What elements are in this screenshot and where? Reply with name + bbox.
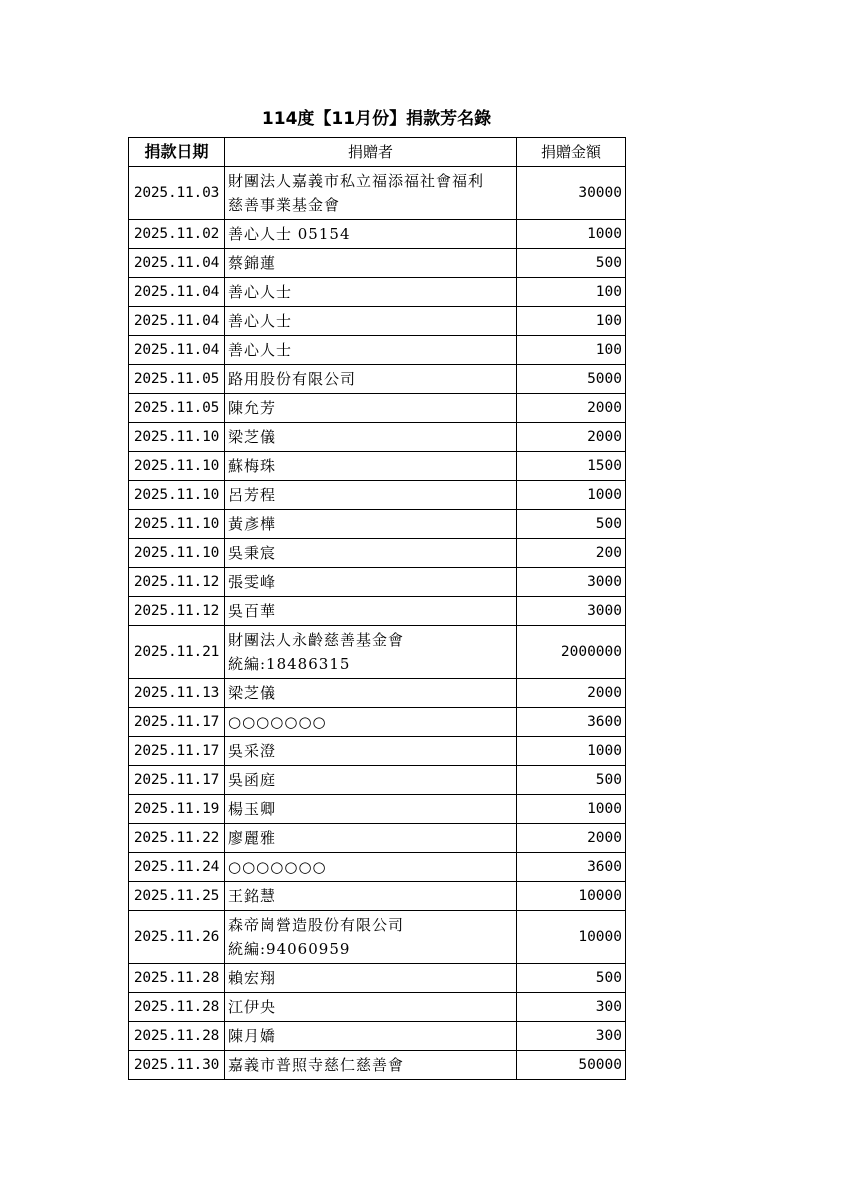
donation-date: 2025.11.26 bbox=[129, 911, 225, 964]
table-row bbox=[129, 911, 626, 964]
donor-name bbox=[225, 167, 517, 220]
table-row bbox=[129, 766, 626, 795]
page-title: 114度【11月份】捐款芳名錄 bbox=[261, 109, 492, 129]
table-row bbox=[129, 882, 626, 911]
table-row bbox=[129, 1051, 626, 1080]
donor-name: 張雯峰 bbox=[225, 568, 517, 597]
donor-name: 善心人士 bbox=[225, 307, 517, 336]
donation-amount: 3000 bbox=[517, 597, 626, 626]
table-row bbox=[129, 481, 626, 510]
donation-amount: 1500 bbox=[517, 452, 626, 481]
donation-date: 2025.11.04 bbox=[129, 336, 225, 365]
donation-date: 2025.11.28 bbox=[129, 964, 225, 993]
donor-name: 梁芝儀 bbox=[225, 679, 517, 708]
donation-date: 2025.11.05 bbox=[129, 365, 225, 394]
donation-date: 2025.11.30 bbox=[129, 1051, 225, 1080]
donation-amount: 200 bbox=[517, 539, 626, 568]
donation-amount: 3600 bbox=[517, 708, 626, 737]
donation-date: 2025.11.10 bbox=[129, 481, 225, 510]
table-row bbox=[129, 307, 626, 336]
donor-name: 陳月嬌 bbox=[225, 1022, 517, 1051]
donation-amount: 300 bbox=[517, 993, 626, 1022]
donation-date: 2025.11.02 bbox=[129, 220, 225, 249]
donation-date: 2025.11.22 bbox=[129, 824, 225, 853]
table-row bbox=[129, 394, 626, 423]
donor-name: 王銘慧 bbox=[225, 882, 517, 911]
donor-name-line-2: 慈善事業基金會 bbox=[228, 196, 341, 214]
table-row bbox=[129, 423, 626, 452]
donation-date: 2025.11.28 bbox=[129, 1022, 225, 1051]
header-date: 捐款日期 bbox=[129, 138, 225, 167]
table-row bbox=[129, 626, 626, 679]
table-header-row bbox=[129, 138, 626, 167]
donation-date: 2025.11.17 bbox=[129, 766, 225, 795]
donation-amount: 2000000 bbox=[517, 626, 626, 679]
donation-amount: 10000 bbox=[517, 911, 626, 964]
donor-name: ○○○○○○○ bbox=[225, 853, 517, 882]
table-row bbox=[129, 993, 626, 1022]
donation-amount: 500 bbox=[517, 766, 626, 795]
donation-date: 2025.11.17 bbox=[129, 708, 225, 737]
donor-name: 呂芳程 bbox=[225, 481, 517, 510]
donation-date: 2025.11.04 bbox=[129, 278, 225, 307]
donation-date: 2025.11.21 bbox=[129, 626, 225, 679]
donation-date: 2025.11.12 bbox=[129, 568, 225, 597]
header-donor: 捐贈者 bbox=[225, 138, 517, 167]
donation-amount: 1000 bbox=[517, 481, 626, 510]
donor-name-line-2: 統編:18486315 bbox=[228, 655, 351, 673]
donation-date: 2025.11.10 bbox=[129, 510, 225, 539]
donor-name: 蘇梅珠 bbox=[225, 452, 517, 481]
donor-name: 吳函庭 bbox=[225, 766, 517, 795]
table-row bbox=[129, 220, 626, 249]
donation-amount: 1000 bbox=[517, 737, 626, 766]
donation-amount: 500 bbox=[517, 510, 626, 539]
donation-date: 2025.11.25 bbox=[129, 882, 225, 911]
donation-amount: 100 bbox=[517, 307, 626, 336]
donation-date: 2025.11.28 bbox=[129, 993, 225, 1022]
header-amount: 捐贈金額 bbox=[517, 138, 626, 167]
table-row bbox=[129, 249, 626, 278]
donation-date: 2025.11.12 bbox=[129, 597, 225, 626]
donation-amount: 2000 bbox=[517, 824, 626, 853]
table-row bbox=[129, 824, 626, 853]
donor-name-line: 財團法人嘉義市私立福添福社會福利 bbox=[228, 172, 485, 190]
donor-name-line: 財團法人永齡慈善基金會 bbox=[228, 631, 405, 649]
table-row bbox=[129, 597, 626, 626]
donor-name: 楊玉卿 bbox=[225, 795, 517, 824]
donor-name: 蔡錦蓮 bbox=[225, 249, 517, 278]
donation-amount: 300 bbox=[517, 1022, 626, 1051]
table-row bbox=[129, 539, 626, 568]
donation-amount: 50000 bbox=[517, 1051, 626, 1080]
donation-amount: 30000 bbox=[517, 167, 626, 220]
donor-name: 陳允芳 bbox=[225, 394, 517, 423]
donor-name: 廖麗雅 bbox=[225, 824, 517, 853]
donation-amount: 500 bbox=[517, 964, 626, 993]
donation-date: 2025.11.10 bbox=[129, 452, 225, 481]
table-row bbox=[129, 568, 626, 597]
donation-date: 2025.11.10 bbox=[129, 539, 225, 568]
donor-name: 善心人士 05154 bbox=[225, 220, 517, 249]
donor-name: 江伊央 bbox=[225, 993, 517, 1022]
donation-amount: 100 bbox=[517, 336, 626, 365]
donor-name: 嘉義市普照寺慈仁慈善會 bbox=[225, 1051, 517, 1080]
table-row bbox=[129, 510, 626, 539]
donor-name: 路用股份有限公司 bbox=[225, 365, 517, 394]
donation-amount: 100 bbox=[517, 278, 626, 307]
donation-amount: 10000 bbox=[517, 882, 626, 911]
table-row bbox=[129, 1022, 626, 1051]
table-row bbox=[129, 708, 626, 737]
donation-date: 2025.11.24 bbox=[129, 853, 225, 882]
donation-date: 2025.11.13 bbox=[129, 679, 225, 708]
donation-amount: 5000 bbox=[517, 365, 626, 394]
donation-date: 2025.11.05 bbox=[129, 394, 225, 423]
donation-amount: 1000 bbox=[517, 220, 626, 249]
donor-name: ○○○○○○○ bbox=[225, 708, 517, 737]
table-row bbox=[129, 853, 626, 882]
donor-name: 善心人士 bbox=[225, 278, 517, 307]
table-row bbox=[129, 679, 626, 708]
table-row bbox=[129, 964, 626, 993]
donor-name: 黃彥樺 bbox=[225, 510, 517, 539]
table-row bbox=[129, 365, 626, 394]
donor-name: 吳秉宸 bbox=[225, 539, 517, 568]
donation-amount: 2000 bbox=[517, 423, 626, 452]
donor-name bbox=[225, 911, 517, 964]
table-row bbox=[129, 452, 626, 481]
donation-amount: 500 bbox=[517, 249, 626, 278]
donation-table bbox=[128, 137, 626, 1080]
donation-date: 2025.11.04 bbox=[129, 249, 225, 278]
donation-amount: 2000 bbox=[517, 679, 626, 708]
donation-date: 2025.11.04 bbox=[129, 307, 225, 336]
donor-name-line: 森帝崗營造股份有限公司 bbox=[228, 916, 405, 934]
donor-name: 賴宏翔 bbox=[225, 964, 517, 993]
table-row bbox=[129, 278, 626, 307]
donation-amount: 2000 bbox=[517, 394, 626, 423]
table-row bbox=[129, 336, 626, 365]
donation-date: 2025.11.03 bbox=[129, 167, 225, 220]
donation-date: 2025.11.17 bbox=[129, 737, 225, 766]
donor-name: 梁芝儀 bbox=[225, 423, 517, 452]
donation-amount: 3600 bbox=[517, 853, 626, 882]
donation-date: 2025.11.10 bbox=[129, 423, 225, 452]
donation-date: 2025.11.19 bbox=[129, 795, 225, 824]
table-row bbox=[129, 795, 626, 824]
donor-name: 吳采澄 bbox=[225, 737, 517, 766]
donation-amount: 3000 bbox=[517, 568, 626, 597]
donor-name: 吳百華 bbox=[225, 597, 517, 626]
donor-name-line-2: 統編:94060959 bbox=[228, 940, 351, 958]
donor-name bbox=[225, 626, 517, 679]
donation-amount: 1000 bbox=[517, 795, 626, 824]
table-row bbox=[129, 167, 626, 220]
donor-name: 善心人士 bbox=[225, 336, 517, 365]
table-row bbox=[129, 737, 626, 766]
